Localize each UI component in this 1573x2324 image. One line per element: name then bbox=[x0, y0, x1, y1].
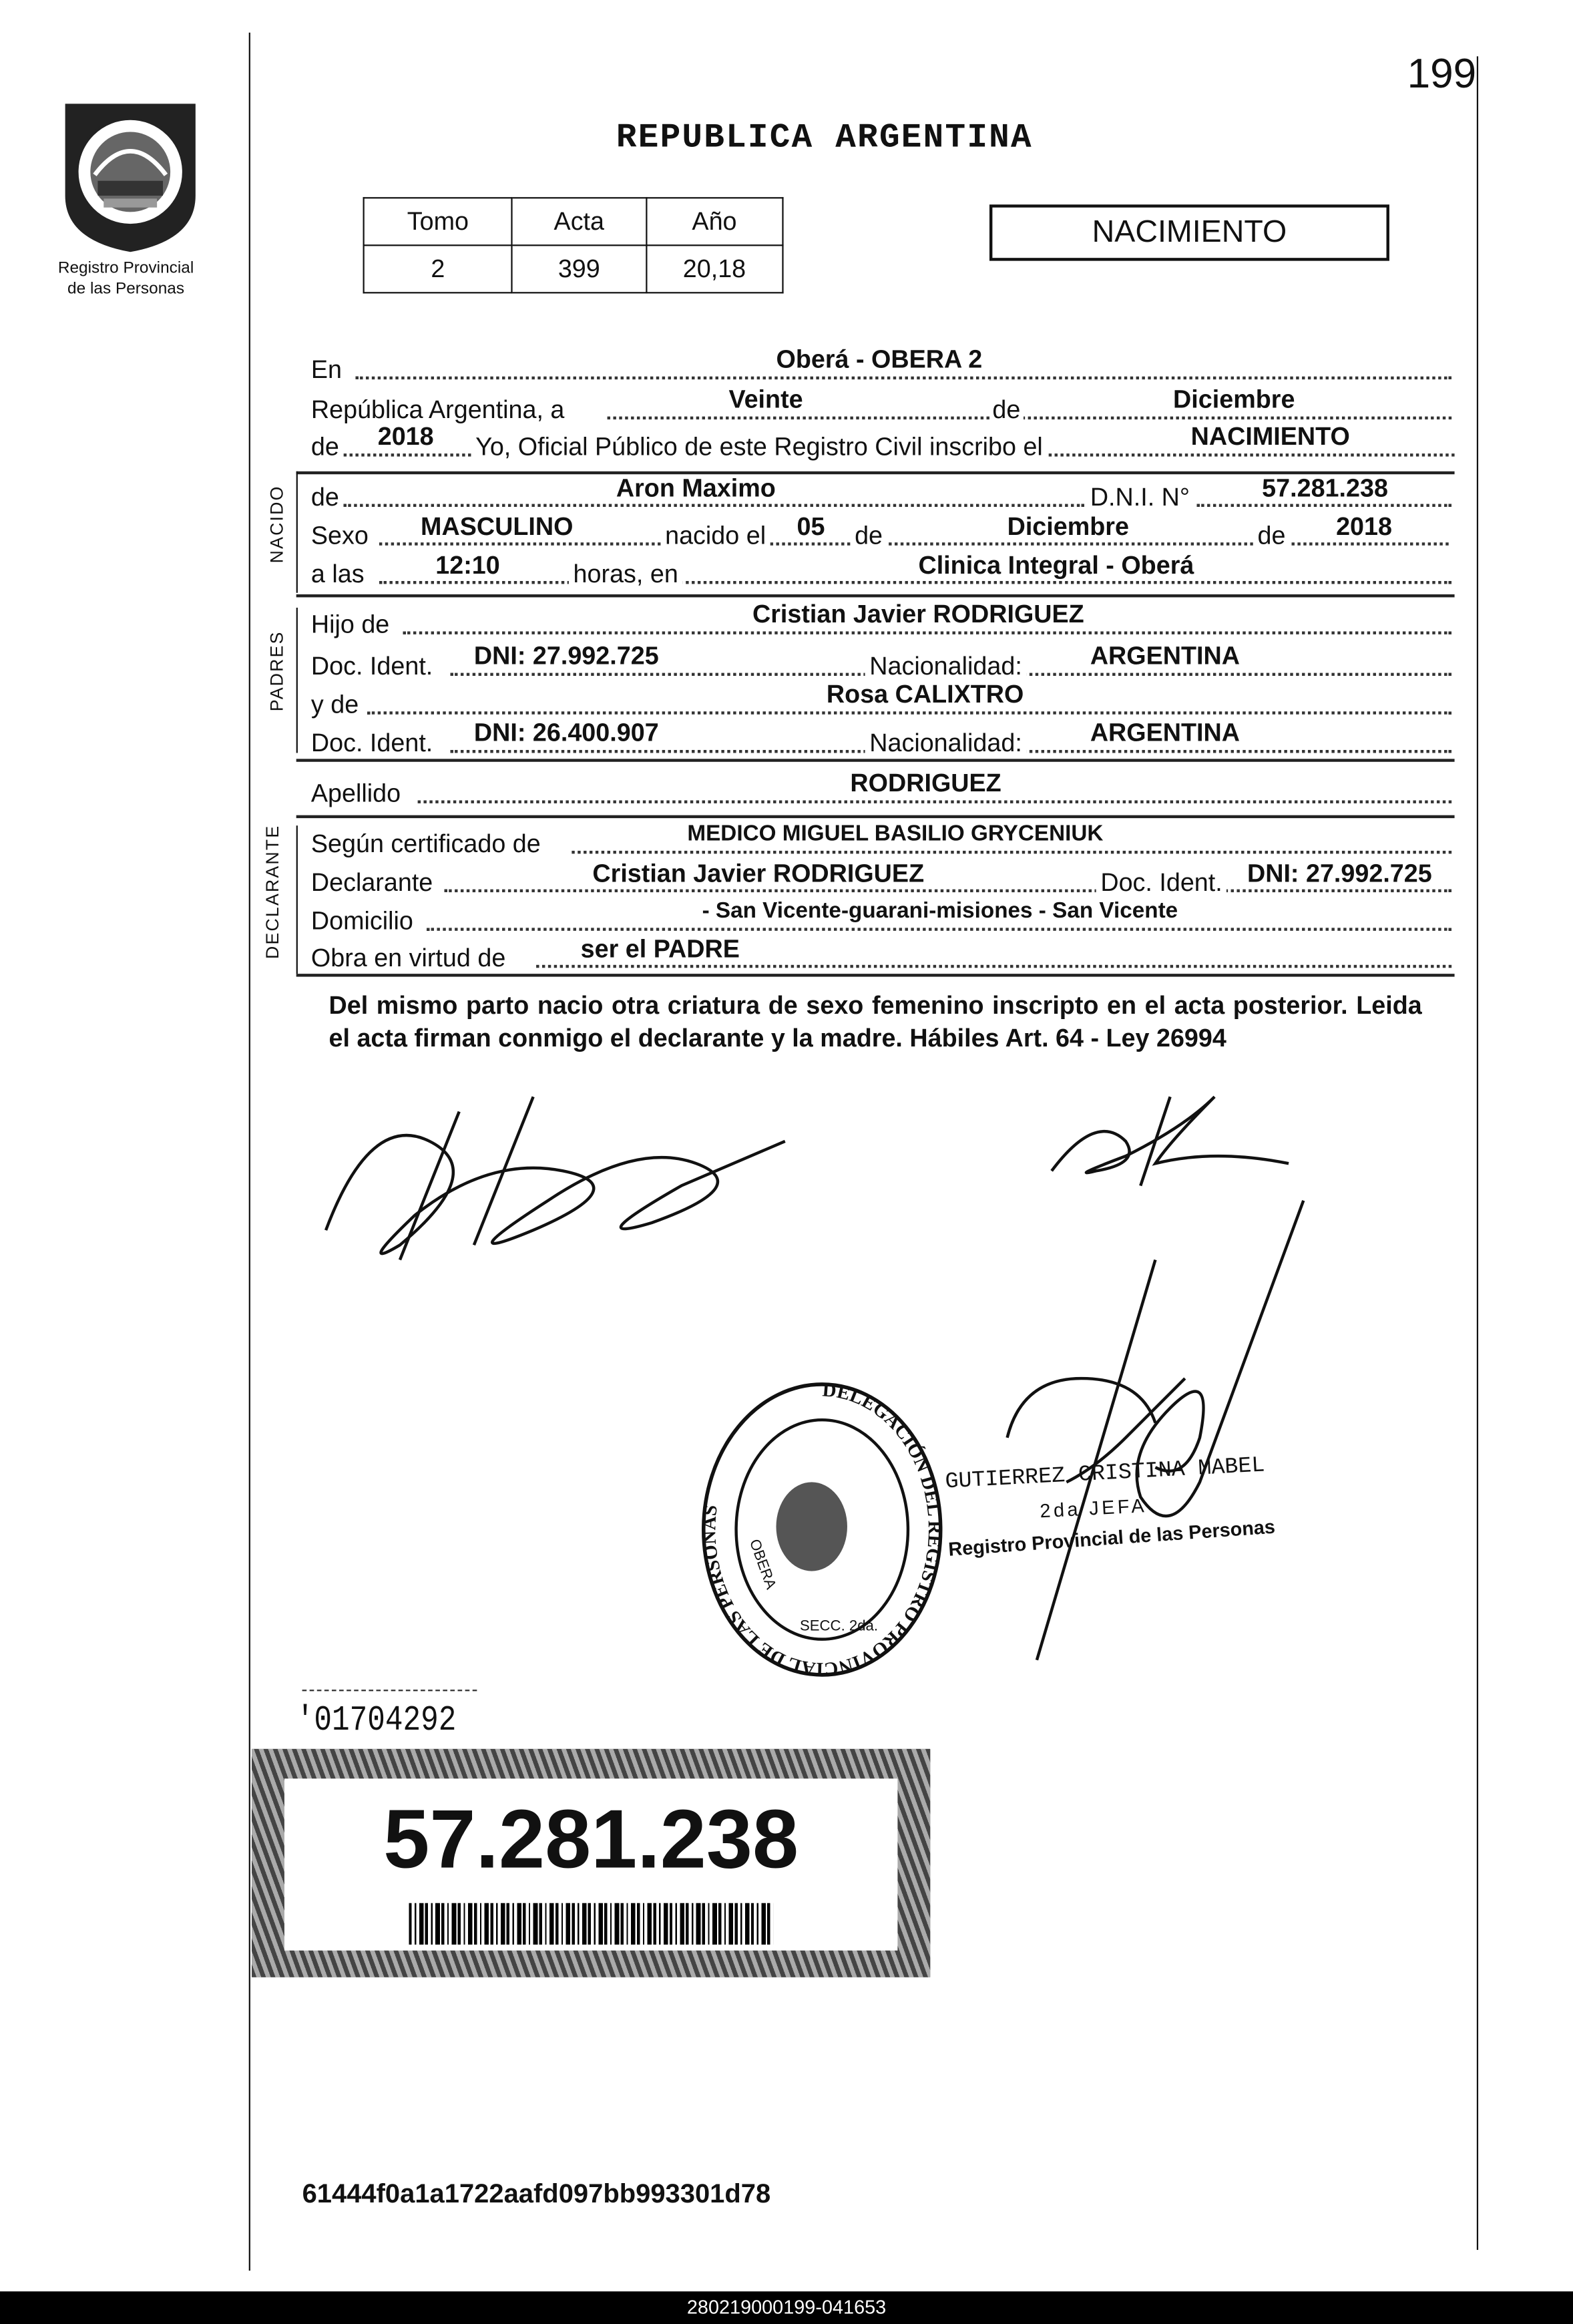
nacido-de-label: de bbox=[310, 483, 339, 512]
birth-year: 2018 bbox=[1336, 512, 1393, 542]
delegation-stamp bbox=[696, 1378, 948, 1690]
hijo-label: Hijo de bbox=[310, 610, 390, 639]
de2-label: de bbox=[310, 433, 339, 461]
record-table-header bbox=[364, 198, 783, 245]
declarant-signature bbox=[311, 1082, 800, 1275]
cert-value: MEDICO MIGUEL BASILIO GRYCENIUK bbox=[687, 821, 1104, 847]
mother-name: Rosa CALIXTRO bbox=[826, 680, 1024, 709]
right-margin-line bbox=[1477, 56, 1478, 2250]
birth-day: 05 bbox=[797, 512, 825, 542]
logo-caption-line2: de las Personas bbox=[67, 280, 185, 299]
header-acta: Acta bbox=[512, 198, 646, 245]
header-tomo: Tomo bbox=[364, 198, 512, 245]
de-label: de bbox=[989, 396, 1024, 425]
mother-nationality: ARGENTINA bbox=[1090, 719, 1241, 747]
apellido-value: RODRIGUEZ bbox=[850, 769, 1001, 798]
mother-nationality-label: Nacionalidad: bbox=[865, 729, 1027, 759]
mother-doc-label: Doc. Ident. bbox=[310, 729, 433, 758]
stamp-inner-bottom: SECC. 2da. bbox=[799, 1617, 879, 1634]
header-anio: Año bbox=[646, 198, 782, 245]
mother-doc: DNI: 26.400.907 bbox=[473, 719, 659, 747]
father-name: Cristian Javier RODRIGUEZ bbox=[752, 600, 1084, 629]
stamp-inner-top: OBERA bbox=[746, 1537, 780, 1591]
registry-logo bbox=[53, 92, 208, 255]
declarante-label: Declarante bbox=[310, 868, 433, 897]
section-nacido-label: NACIDO bbox=[266, 485, 288, 564]
stamp-ring-text: DELEGACIÓN DEL REGISTRO PROVINCIAL DE LAS PERSONAS bbox=[698, 1379, 945, 1680]
horas-label: horas, en bbox=[569, 560, 683, 590]
month-value: Diciembre bbox=[1173, 385, 1295, 414]
birth-month: Diciembre bbox=[1007, 512, 1129, 542]
value-acta: 399 bbox=[512, 245, 646, 293]
birth-de2-label: de bbox=[1253, 522, 1290, 551]
section-padres-label: PADRES bbox=[266, 630, 288, 712]
value-tomo: 2 bbox=[364, 245, 512, 293]
father-nationality: ARGENTINA bbox=[1090, 642, 1241, 670]
section-declarante-label: DECLARANTE bbox=[262, 824, 283, 959]
document-title: REPUBLICA ARGENTINA bbox=[616, 118, 1033, 158]
en-label: En bbox=[310, 355, 343, 384]
value-anio: 20,18 bbox=[646, 245, 782, 293]
place-value: Oberá - OBERA 2 bbox=[776, 345, 983, 374]
sexo-label: Sexo bbox=[310, 522, 369, 550]
year-value: 2018 bbox=[377, 422, 434, 451]
id-label-sticker bbox=[252, 1749, 930, 1977]
alas-label: a las bbox=[310, 560, 365, 589]
id-number: 57.281.238 bbox=[383, 1792, 799, 1886]
record-table bbox=[363, 197, 784, 293]
record-type-box: NACIMIENTO bbox=[989, 204, 1389, 260]
father-nationality-label: Nacionalidad: bbox=[865, 652, 1027, 682]
dni-label: D.N.I. N° bbox=[1090, 483, 1190, 512]
day-value: Veinte bbox=[728, 385, 803, 414]
official-signature bbox=[977, 1186, 1318, 1675]
nacido-name: Aron Maximo bbox=[616, 474, 776, 503]
declarante-doc: DNI: 27.992.725 bbox=[1247, 859, 1432, 888]
document-hash: 61444f0a1a1722aafd097bb993301d78 bbox=[302, 2178, 771, 2208]
domicilio-value: - San Vicente-guarani-misiones - San Vicente bbox=[702, 898, 1178, 924]
domicilio-label: Domicilio bbox=[310, 907, 413, 936]
mother-signature bbox=[1037, 1082, 1303, 1201]
additional-note: Del mismo parto nacio otra criatura de sexo femenino inscripto en el acta posterior. Leida el acta firman conmigo el declarante y la madre. Hábiles Art. 64 - Ley 26994 bbox=[328, 991, 1422, 1052]
footer-code: 280219000199-041653 bbox=[686, 2295, 887, 2319]
apellido-label: Apellido bbox=[310, 779, 401, 808]
father-doc-label: Doc. Ident. bbox=[310, 652, 433, 681]
statement-text: Yo, Oficial Público de este Registro Civil inscribo el bbox=[471, 433, 1047, 462]
seal-icon bbox=[53, 92, 208, 255]
father-doc: DNI: 27.992.725 bbox=[473, 642, 659, 670]
page-number: 199 bbox=[1407, 50, 1477, 97]
declarante-doc-label: Doc. Ident. bbox=[1096, 869, 1227, 898]
birth-de-label: de bbox=[850, 522, 887, 551]
obra-label: Obra en virtud de bbox=[310, 944, 506, 972]
birth-time: 12:10 bbox=[435, 551, 500, 580]
nacido-dni: 57.281.238 bbox=[1262, 474, 1388, 503]
record-table-values bbox=[364, 245, 783, 293]
declarante-name: Cristian Javier RODRIGUEZ bbox=[592, 859, 925, 888]
footer-bar bbox=[0, 2291, 1573, 2324]
official-org: Registro Provincial de las Personas bbox=[947, 1515, 1276, 1561]
form-serial: '01704292 bbox=[296, 1701, 457, 1742]
official-name: GUTIERREZ CRISTINA MABEL bbox=[944, 1452, 1266, 1495]
republica-label: República Argentina, a bbox=[310, 395, 565, 424]
logo-caption bbox=[29, 258, 222, 299]
obra-value: ser el PADRE bbox=[580, 935, 740, 964]
yde-label: y de bbox=[310, 691, 359, 719]
official-role: 2da JEFA bbox=[1039, 1494, 1148, 1523]
barcode bbox=[409, 1903, 773, 1945]
sticker-inner bbox=[284, 1778, 897, 1950]
left-margin-line bbox=[249, 33, 250, 2271]
cert-label: Según certificado de bbox=[310, 829, 541, 859]
sexo-value: MASCULINO bbox=[421, 512, 574, 542]
logo-caption-line1: Registro Provincial bbox=[57, 259, 194, 278]
nacido-el-label: nacido el bbox=[660, 522, 770, 551]
event-value: NACIMIENTO bbox=[1190, 422, 1350, 451]
birth-place: Clinica Integral - Oberá bbox=[918, 551, 1194, 580]
